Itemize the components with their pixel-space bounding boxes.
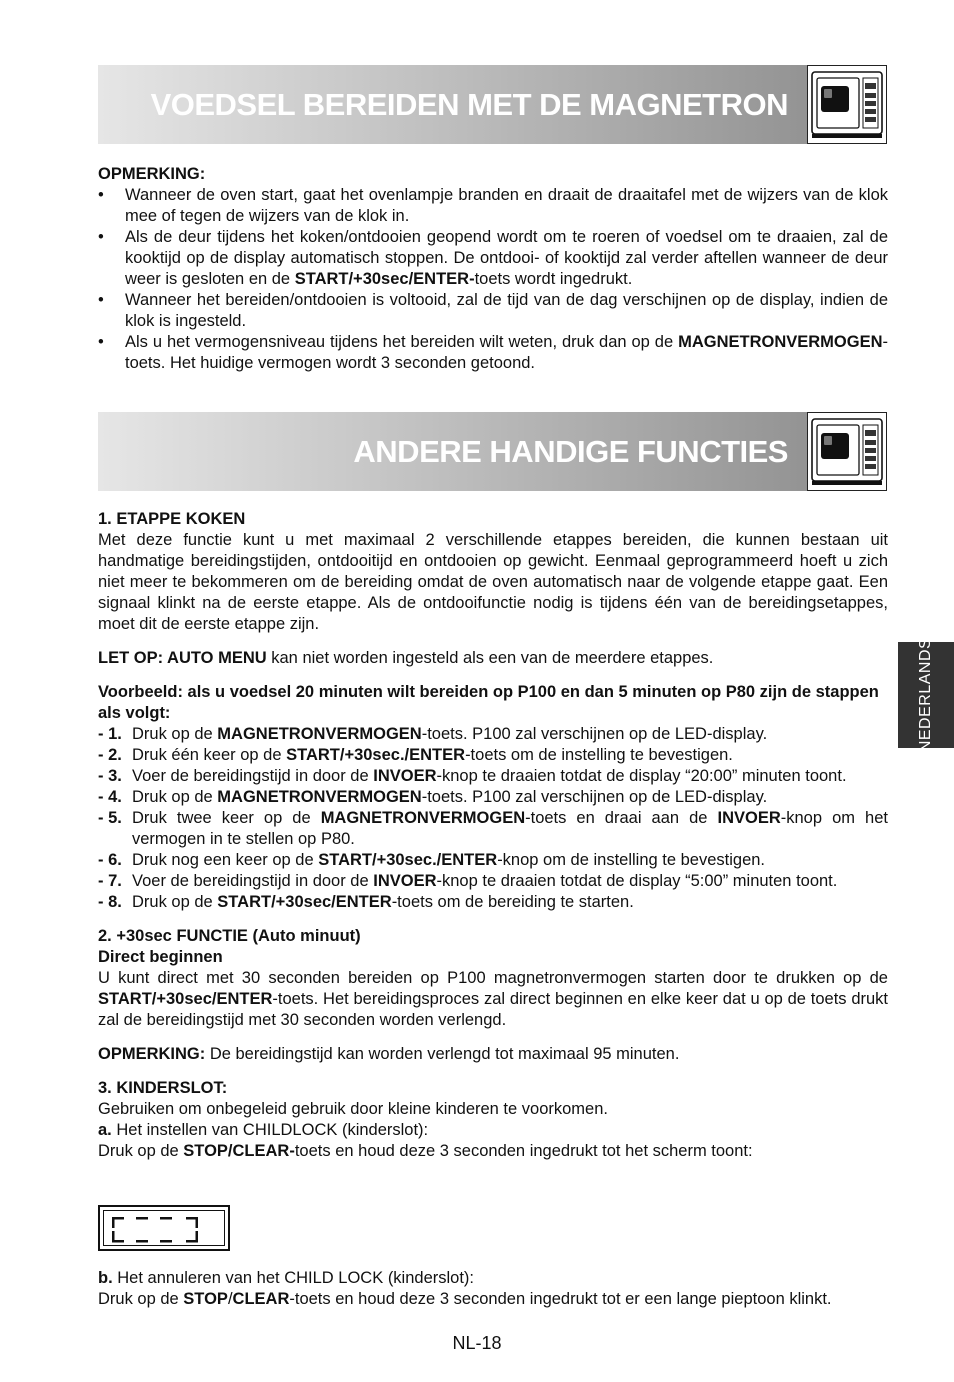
- note-bullet: • Wanneer het bereiden/ontdooien is voltooid, zal de tijd van de dag verschijnen op de display, indien de klok is ingesteld.: [98, 291, 888, 330]
- step-item: - 7. Voer de bereidingstijd in door de INVOER-knop te draaien totdat de display “5:00” minuten toont.: [98, 872, 838, 890]
- note-heading: OPMERKING:: [98, 165, 206, 183]
- section3-heading: 3. KINDERSLOT:: [98, 1079, 228, 1097]
- lcd-screen: [103, 1210, 225, 1246]
- note-bullet: • Wanneer de oven start, gaat het ovenlampje branden en draait de draaitafel met de wijzers van de klok mee of tegen de wijzers van de klok in.: [98, 186, 888, 225]
- microwave-icon: [807, 65, 887, 144]
- step-item: - 8. Druk op de START/+30sec/ENTER-toets om de bereiding te starten.: [98, 893, 634, 911]
- section3-b: [98, 1268, 888, 1310]
- lcd-display-childlock: [98, 1205, 230, 1251]
- banner-title: VOEDSEL BEREIDEN MET DE MAGNETRON: [150, 87, 788, 122]
- section2-heading: 2. +30sec FUNCTIE (Auto minuut): [98, 927, 361, 945]
- section2-note: OPMERKING: De bereidingstijd kan worden verlengd tot maximaal 95 minuten.: [98, 1045, 680, 1063]
- note-bullet: • Als de deur tijdens het koken/ontdooien geopend wordt om te roeren of voedsel om te draaien, zal de kooktijd op de display automatisch stoppen. De ontdooi- of kooktijd zal verder aftellen wanneer de deur weer is gesloten en de START/+30sec/ENTER-toets wordt ingedrukt.: [98, 228, 888, 288]
- microwave-icon: [807, 412, 887, 491]
- section3-b-instruction: Druk op de STOP/CLEAR-toets en houd deze 3 seconden ingedrukt tot er een lange pieptoon klinkt.: [98, 1290, 832, 1308]
- banner-title: ANDERE HANDIGE FUNCTIES: [353, 434, 788, 469]
- step-item: - 6. Druk nog een keer op de START/+30sec./ENTER-knop om de instelling te bevestigen.: [98, 851, 766, 869]
- section2-body: U kunt direct met 30 seconden bereiden op P100 magnetronvermogen starten door te drukken op de START/+30sec/ENTER-toets. Het bereidingsproces zal direct beginnen en elke keer dat u op de toets drukt zal de bereidingstijd met 30 seconden worden verlengd.: [98, 969, 888, 1029]
- step-item: - 2. Druk één keer op de START/+30sec./ENTER-toets om de instelling te bevestigen.: [98, 746, 733, 764]
- step-item: - 5. Druk twee keer op de MAGNETRONVERMOGEN-toets en draai aan de INVOER-knop om het vermogen in te stellen op P80.: [98, 809, 888, 848]
- section3-b-label: b. Het annuleren van het CHILD LOCK (kinderslot):: [98, 1269, 475, 1287]
- page-number: NL-18: [452, 1333, 502, 1353]
- section3-intro: Gebruiken om onbegeleid gebruik door kleine kinderen te voorkomen.: [98, 1100, 608, 1118]
- section1-body: Met deze functie kunt u met maximaal 2 verschillende etappes bereiden, die kunnen bestaan uit handmatige bereidingstijden, ontdooitijd en ontdooien op gewicht. Eenmaal geprogrammeerd hoeft u zich niet meer te bekommeren om de bereiding omdat de oven automatisch naar de volgende etappe gaat. Een signaal klinkt na de eerste etappe. Als de ontdooifunctie nodig is tijdens één van de bereidingsetappes, moet dit de eerste etappe zijn.: [98, 531, 888, 633]
- note-block: [98, 164, 888, 374]
- section2-subheading: Direct beginnen: [98, 948, 223, 966]
- functions-content: [98, 509, 888, 1162]
- section-banner-cooking: [98, 65, 887, 144]
- language-tab: [898, 637, 954, 753]
- step-item: - 3. Voer de bereidingstijd in door de INVOER-knop te draaien totdat de display “20:00” minuten toont.: [98, 767, 847, 785]
- step-item: - 1. Druk op de MAGNETRONVERMOGEN-toets. P100 zal verschijnen op de LED-display.: [98, 725, 768, 743]
- letop-note: LET OP: AUTO MENU kan niet worden ingesteld als een van de meerdere etappes.: [98, 649, 714, 667]
- example-heading: Voorbeeld: als u voedsel 20 minuten wilt bereiden op P100 en dan 5 minuten op P80 zijn de stappen als volgt:: [98, 683, 879, 722]
- section1-heading: 1. ETAPPE KOKEN: [98, 510, 246, 528]
- section3-a-instruction: Druk op de STOP/CLEAR-toets en houd deze 3 seconden ingedrukt tot het scherm toont:: [98, 1142, 753, 1160]
- section-banner-functions: [98, 412, 887, 491]
- language-tab-label: NEDERLANDS: [917, 637, 934, 753]
- section3-a-label: a. Het instellen van CHILDLOCK (kinderslot):: [98, 1121, 429, 1139]
- step-item: - 4. Druk op de MAGNETRONVERMOGEN-toets. P100 zal verschijnen op de LED-display.: [98, 788, 768, 806]
- note-bullet: • Als u het vermogensniveau tijdens het bereiden wilt weten, druk dan op de MAGNETRONVERMOGEN-toets. Het huidige vermogen wordt 3 seconden getoond.: [98, 333, 888, 372]
